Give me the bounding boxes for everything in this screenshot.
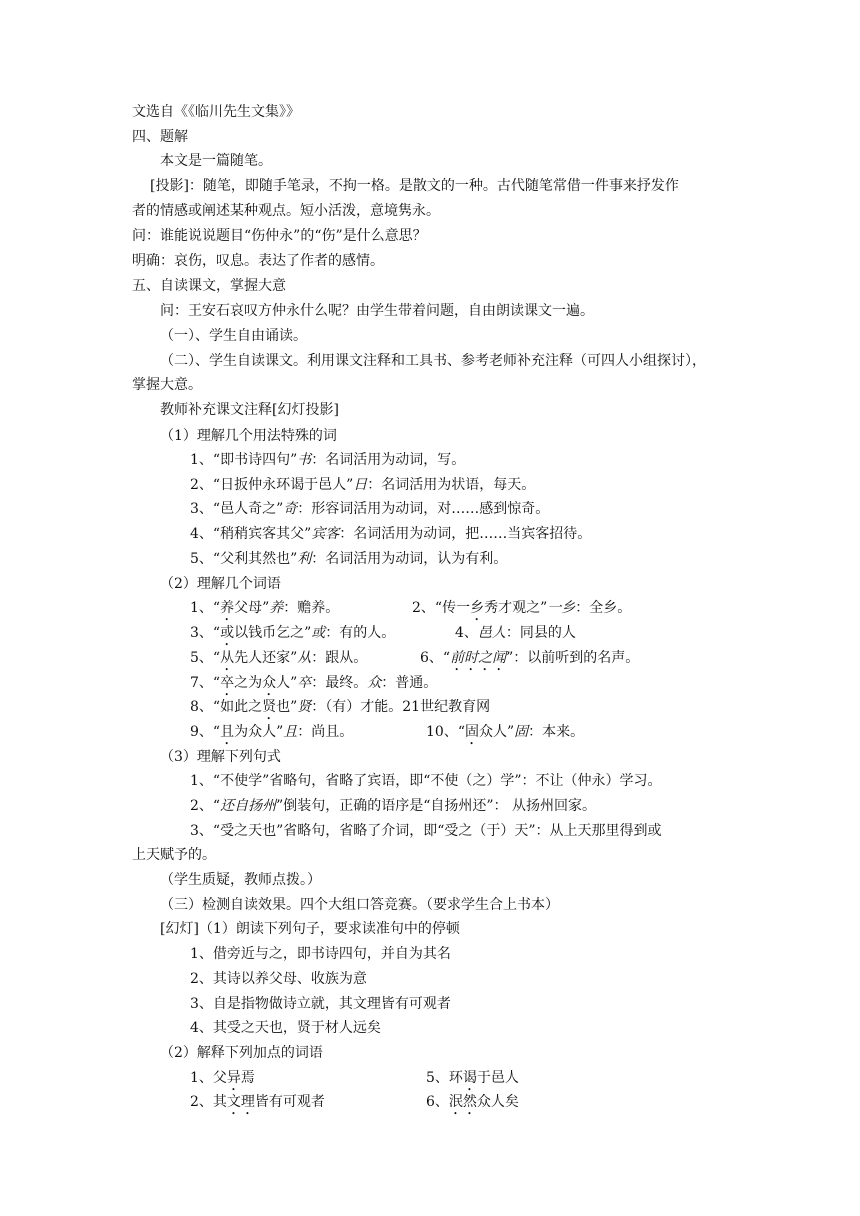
exercise-sentence: 1、借旁近与之，即书诗四句，并自为其名 — [190, 946, 451, 962]
paragraph: （学生质疑，教师点拨。） — [160, 872, 321, 888]
word-item: 4、“稍稍宾客其父”宾客：名词活用为动词，把……当宾客招待。 — [190, 526, 592, 542]
paragraph: 掌握大意。 — [132, 377, 202, 393]
paragraph: 上天赋予的。 — [132, 847, 216, 863]
section-heading: 四、题解 — [132, 129, 188, 145]
word-item: 2、“日扳仲永环谒于邑人”日：名词活用为状语，每天。 — [190, 477, 536, 493]
subheading: （1）理解几个用法特殊的词 — [160, 428, 337, 444]
paragraph: 教师补充课文注释[幻灯投影] — [160, 402, 339, 418]
term-item: 2、“传一乡秀才观之”一乡：全乡。 — [412, 600, 632, 616]
exercise-sentence: 3、自是指物做诗立就，其文理皆有可观者 — [190, 996, 451, 1012]
term-item: 9、“且为众人”且：尚且。 — [190, 724, 354, 740]
paragraph: [投影]：随笔，即随手笔录，不拘一格。是散文的一种。古代随笔常借一件事来抒发作 — [150, 178, 679, 194]
word-item: 5、“父利其然也”利：名词活用为动词，认为有利。 — [190, 551, 508, 567]
word-item: 1、“即书诗四句”书：名词活用为动词，写。 — [190, 452, 466, 468]
exercise-item: 5、环谒于邑人 — [426, 1070, 519, 1086]
exercise-item: 2、其文理皆有可观者 — [190, 1094, 325, 1110]
term-item: 5、“从先人还家”从：跟从。 — [190, 650, 368, 666]
exercise-item: 6、泯然众人矣 — [426, 1094, 519, 1110]
paragraph: 问：谁能说说题目“伤仲永”的“伤”是什么意思？ — [132, 228, 427, 244]
section-heading: 五、自读课文，掌握大意 — [132, 278, 286, 294]
paragraph: 明确：哀伤，叹息。表达了作者的感情。 — [132, 253, 384, 269]
term-item: 4、邑人：同县的人 — [455, 625, 576, 641]
source-line: 文选自《《临川先生文集》》 — [132, 104, 300, 120]
term-item: 7、“卒之为众人”卒：最终。众：普通。 — [190, 675, 438, 691]
sentence-item: 3、“受之天也”省略句，省略了介词，即“受之（于）天”：从上天那里得到或 — [190, 823, 662, 839]
paragraph: 者的情感或阐述某种观点。短小活泼，意境隽永。 — [132, 203, 440, 219]
paragraph: （三）检测自读效果。四个大组口答竞赛。（要求学生合上书本） — [160, 897, 559, 913]
term-item: 8、“如此之贤也”贤：（有）才能。21世纪教育网 — [190, 699, 491, 715]
term-item: 6、“前时之闻”：以前听到的名声。 — [420, 650, 640, 666]
paragraph: （二）、学生自读课文。利用课文注释和工具书、参考老师补充注释（可四人小组探讨）， — [160, 353, 706, 369]
subheading: （2）解释下列加点的词语 — [160, 1045, 323, 1061]
exercise-item: 1、父异焉 — [190, 1070, 255, 1086]
term-item: 10、“固众人”固：本来。 — [426, 724, 585, 740]
subheading: （3）理解下列句式 — [160, 749, 281, 765]
term-item: 3、“或以钱币乞之”或：有的人。 — [190, 625, 396, 641]
paragraph: 问：王安石哀叹方仲永什么呢？由学生带着问题，自由朗读课文一遍。 — [160, 303, 594, 319]
paragraph: 本文是一篇随笔。 — [160, 153, 272, 169]
exercise-sentence: 2、其诗以养父母、收族为意 — [190, 971, 367, 987]
exercise-sentence: 4、其受之天也，贤于材人远矣 — [190, 1020, 381, 1036]
paragraph: （一）、学生自由诵读。 — [160, 328, 307, 344]
subheading: （2）理解几个词语 — [160, 576, 281, 592]
sentence-item: 2、“还自扬州”倒装句，正确的语序是“自扬州还”： 从扬州回家。 — [190, 798, 596, 814]
sentence-item: 1、“不使学”省略句，省略了宾语，即“不使（之）学”：不让（仲永）学习。 — [190, 773, 662, 789]
paragraph: [幻灯]（1）朗读下列句子，要求读准句中的停顿 — [160, 921, 460, 937]
term-item: 1、“养父母”养：赡养。 — [190, 600, 340, 616]
word-item: 3、“邑人奇之”奇：形容词活用为动词，对……感到惊奇。 — [190, 501, 550, 517]
